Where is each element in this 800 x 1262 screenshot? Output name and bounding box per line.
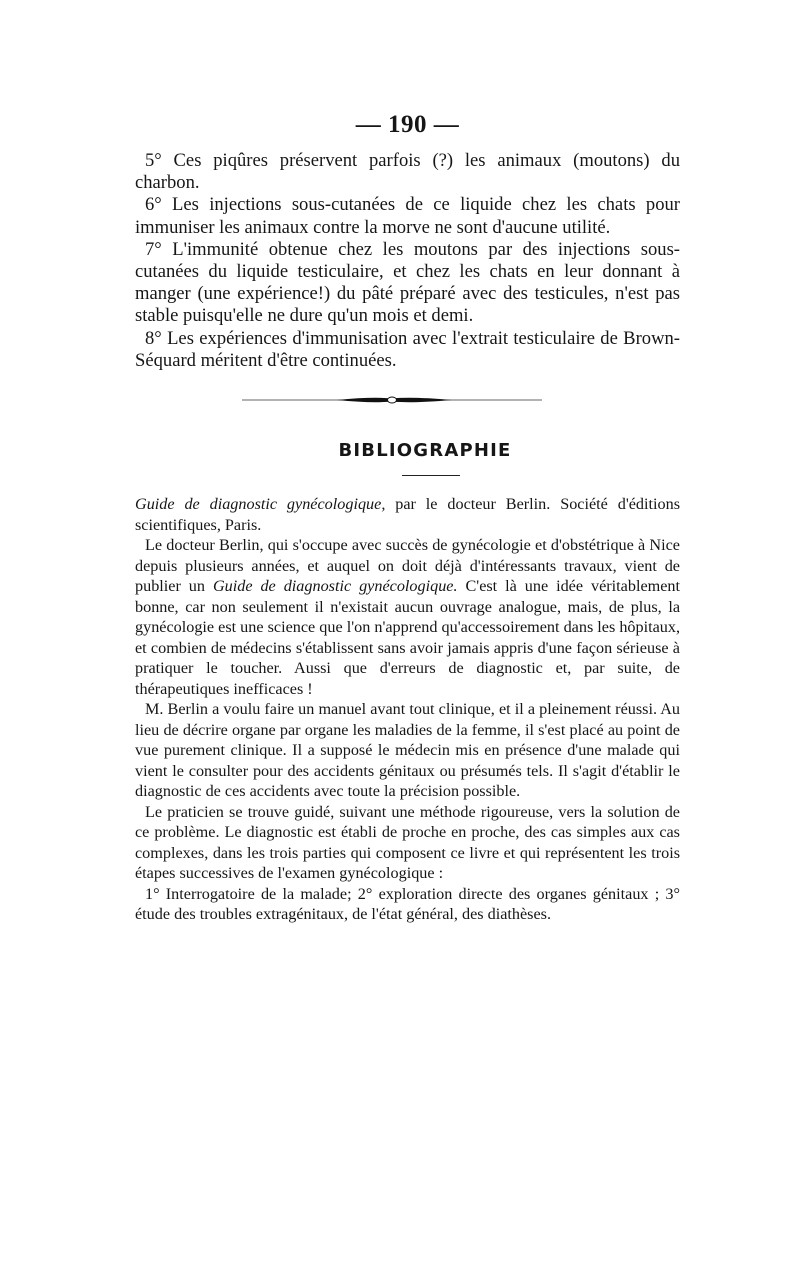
title-underline xyxy=(402,475,460,476)
citation-details: par le docteur Berlin. Société d'éditions scientifiques, Paris. xyxy=(135,495,680,534)
paragraph-text: C'est là une idée véritablement bonne, car non seulement il n'existait aucun ouvrage analogue, mais, de plus, la gynécologie est une science que l'on n'apprend qu'accessoirement dans les hôpitaux, et combien de médecins s'établissent sans avoir jamais appris d'une façon sérieuse à pratiquer le toucher. Aussi que d'erreurs de diagnostic et, par suite, de thérapeutiques inefficaces ! xyxy=(135,577,681,698)
conclusions-list xyxy=(135,150,680,372)
page-number: — 190 — xyxy=(355,111,460,138)
conclusion-item-8: 8° Les expériences d'immunisation avec l'extrait testiculaire de Brown-Séquard méritent d'être continuées. xyxy=(135,327,680,371)
review-citation xyxy=(135,494,680,535)
review-paragraph-4: 1° Interrogatoire de la malade; 2° exploration directe des organes génitaux ; 3° étude des troubles extragénitaux, de l'état général, des diathèses. xyxy=(135,884,680,924)
book-title-inline: Guide de diagnostic gynécologique. xyxy=(212,577,458,596)
ornamental-divider-icon xyxy=(242,393,542,407)
review-paragraph-3: Le praticien se trouve guidé, suivant une méthode rigoureuse, vers la solution de ce problème. Le diagnostic est établi de proche en proche, des cas simples aux cas complexes, dans les trois parties qui composent ce livre et qui représentent les trois étapes successives de l'examen gynécologique : xyxy=(135,802,680,883)
review-paragraph-2: M. Berlin a voulu faire un manuel avant tout clinique, et il a pleinement réussi. Au lieu de décrire organe par organe les maladies de la femme, il s'est placé au point de vue purement clinique. Il a supposé le médecin mis en présence d'une malade qui vient le consulter pour des accidents génitaux ou présumés tels. Il s'agit d'établir le diagnostic de ces accidents avec toute la précision possible. xyxy=(135,700,680,801)
conclusion-item-6: 6° Les injections sous-cutanées de ce liquide chez les chats pour immuniser les animaux contre la morve ne sont d'aucune utilité. xyxy=(135,194,680,238)
conclusion-item-7: 7° L'immunité obtenue chez les moutons par des injections sous-cutanées du liquide testiculaire, et chez les chats en leur donnant à manger (une expérience!) du pâté préparé avec des testicules, n'est pas stable puisqu'elle ne dure qu'un mois et demi. xyxy=(135,238,680,327)
book-page xyxy=(135,110,680,925)
book-title: Guide de diagnostic gynécologique, xyxy=(135,495,386,514)
paragraph-text: Le docteur Berlin, qui s'occupe avec succès de gynécologie et d'obstétrique à Nice depuis plusieurs années, et auquel on doit déjà d'intéressants travaux, vient de publier un xyxy=(135,536,680,596)
review-paragraph-1 xyxy=(135,535,680,699)
section-title: BIBLIOGRAPHIE xyxy=(338,440,512,462)
conclusion-item-5: 5° Ces piqûres préservent parfois (?) les animaux (moutons) du charbon. xyxy=(135,150,680,194)
book-review xyxy=(135,494,680,925)
